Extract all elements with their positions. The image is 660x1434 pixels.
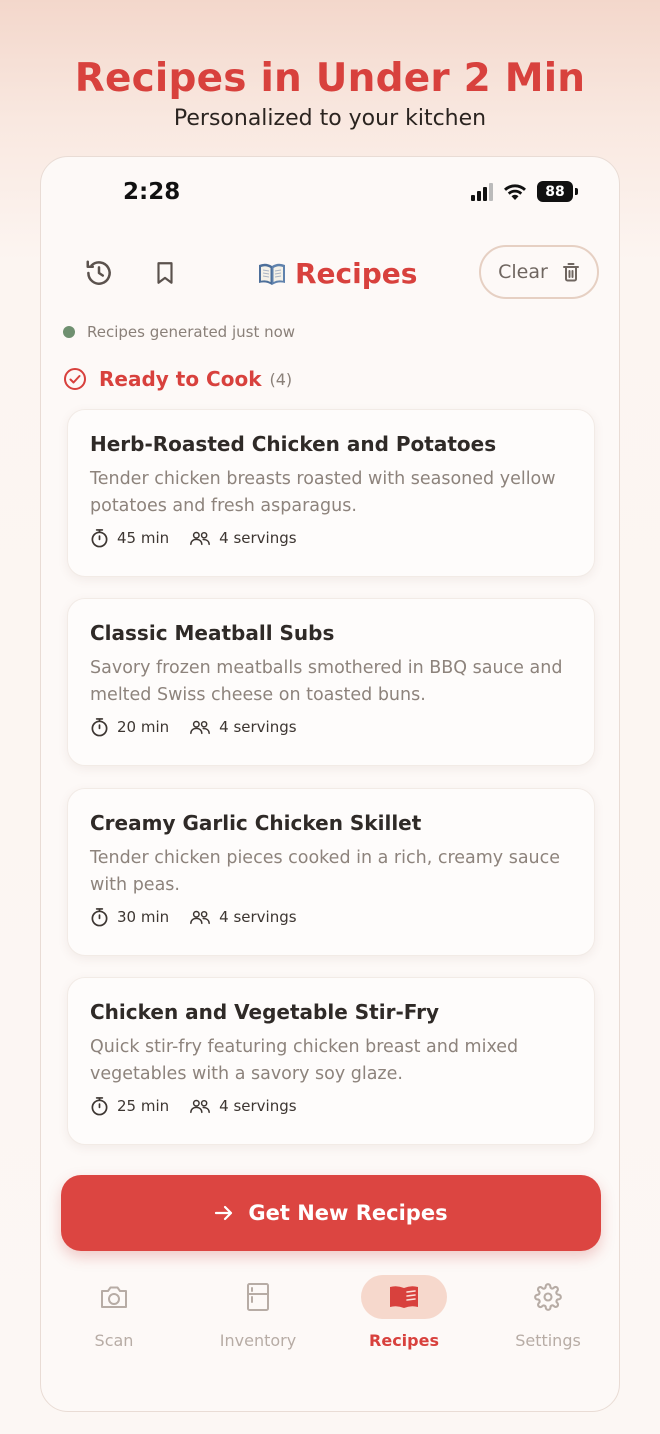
people-icon	[189, 719, 211, 735]
open-book-icon	[257, 261, 287, 287]
recipe-meta	[90, 1096, 572, 1116]
recipe-servings-label: 4 servings	[219, 1097, 297, 1115]
cellular-signal-icon	[471, 183, 493, 201]
recipe-description: Tender chicken pieces cooked in a rich, creamy sauce with peas.	[90, 848, 561, 895]
timer-icon	[90, 528, 109, 548]
recipe-description: Savory frozen meatballs smothered in BBQ sauce and melted Swiss cheese on toasted buns.	[90, 658, 563, 705]
recipe-card[interactable]	[67, 598, 595, 766]
promo-subtitle: Personalized to your kitchen	[173, 106, 487, 131]
battery-indicator: 88	[537, 181, 573, 202]
recipe-description: Quick stir-fry featuring chicken breast and mixed vegetables with a savory soy glaze.	[90, 1037, 519, 1084]
arrow-right-icon	[214, 1204, 234, 1222]
recipe-title: Classic Meatball Subs	[90, 621, 335, 645]
recipe-meta	[90, 907, 572, 927]
recipe-time-label: 45 min	[117, 529, 170, 547]
recipe-servings	[189, 1097, 296, 1115]
history-button[interactable]	[81, 255, 117, 291]
status-dot	[63, 326, 75, 338]
get-new-recipes-label: Get New Recipes	[248, 1201, 448, 1225]
recipe-card[interactable]	[67, 977, 595, 1145]
recipe-title: Creamy Garlic Chicken Skillet	[90, 811, 422, 835]
status-time: 2:28	[123, 179, 181, 205]
header	[41, 245, 619, 301]
people-icon	[189, 909, 211, 925]
status-icons	[471, 181, 573, 202]
page-title	[257, 257, 417, 290]
gear-icon	[534, 1283, 562, 1311]
phone-frame	[40, 156, 620, 1412]
tab-label: Inventory	[219, 1331, 297, 1350]
recipe-servings-label: 4 servings	[219, 718, 297, 736]
recipe-title: Herb-Roasted Chicken and Potatoes	[90, 432, 497, 456]
recipe-servings-label: 4 servings	[219, 529, 297, 547]
people-icon	[189, 1098, 211, 1114]
check-circle-icon	[63, 367, 87, 391]
recipe-time	[90, 1096, 169, 1116]
clear-button[interactable]	[479, 245, 599, 299]
tab-icon-wrap	[71, 1275, 157, 1319]
tab-label: Recipes	[369, 1331, 439, 1350]
recipe-time-label: 30 min	[117, 908, 170, 926]
tab-recipes[interactable]	[331, 1275, 477, 1350]
recipe-time	[90, 528, 169, 548]
recipe-servings	[189, 529, 296, 547]
tab-icon-wrap	[361, 1275, 447, 1319]
bookmark-icon	[152, 259, 178, 287]
recipe-time-label: 20 min	[117, 718, 170, 736]
clear-button-label: Clear	[498, 261, 548, 283]
generation-status-text: Recipes generated just now	[87, 323, 296, 341]
fridge-icon	[246, 1282, 270, 1312]
recipe-card[interactable]	[67, 409, 595, 577]
recipe-title: Chicken and Vegetable Stir-Fry	[90, 1000, 440, 1024]
tab-label: Scan	[94, 1331, 134, 1350]
recipe-time	[90, 907, 169, 927]
tab-scan[interactable]	[41, 1275, 187, 1350]
bookmark-button[interactable]	[147, 255, 183, 291]
recipe-description: Tender chicken breasts roasted with seasoned yellow potatoes and fresh asparagus.	[90, 469, 556, 516]
page-title-label: Recipes	[295, 257, 418, 290]
wifi-icon	[503, 183, 527, 201]
trash-icon	[562, 262, 580, 282]
tab-bar	[41, 1275, 619, 1365]
recipe-servings	[189, 908, 296, 926]
section-title: Ready to Cook	[99, 367, 262, 391]
tab-label: Settings	[515, 1331, 581, 1350]
promo-title: Recipes in Under 2 Min	[74, 56, 586, 101]
recipe-meta	[90, 528, 572, 548]
tab-inventory[interactable]	[185, 1275, 331, 1350]
section-count: (4)	[269, 369, 293, 389]
timer-icon	[90, 1096, 109, 1116]
tab-icon-wrap	[215, 1275, 301, 1319]
camera-icon	[99, 1284, 129, 1310]
generation-status	[63, 323, 295, 341]
recipe-servings	[189, 718, 296, 736]
recipe-servings-label: 4 servings	[219, 908, 297, 926]
people-icon	[189, 530, 211, 546]
timer-icon	[90, 907, 109, 927]
recipe-card[interactable]	[67, 788, 595, 956]
get-new-recipes-button[interactable]	[61, 1175, 601, 1251]
section-header	[63, 367, 292, 391]
history-icon	[84, 258, 114, 288]
recipe-meta	[90, 717, 572, 737]
tab-icon-wrap	[505, 1275, 591, 1319]
tab-settings[interactable]	[475, 1275, 620, 1350]
timer-icon	[90, 717, 109, 737]
recipe-time-label: 25 min	[117, 1097, 170, 1115]
book-icon	[388, 1284, 420, 1310]
recipe-time	[90, 717, 169, 737]
